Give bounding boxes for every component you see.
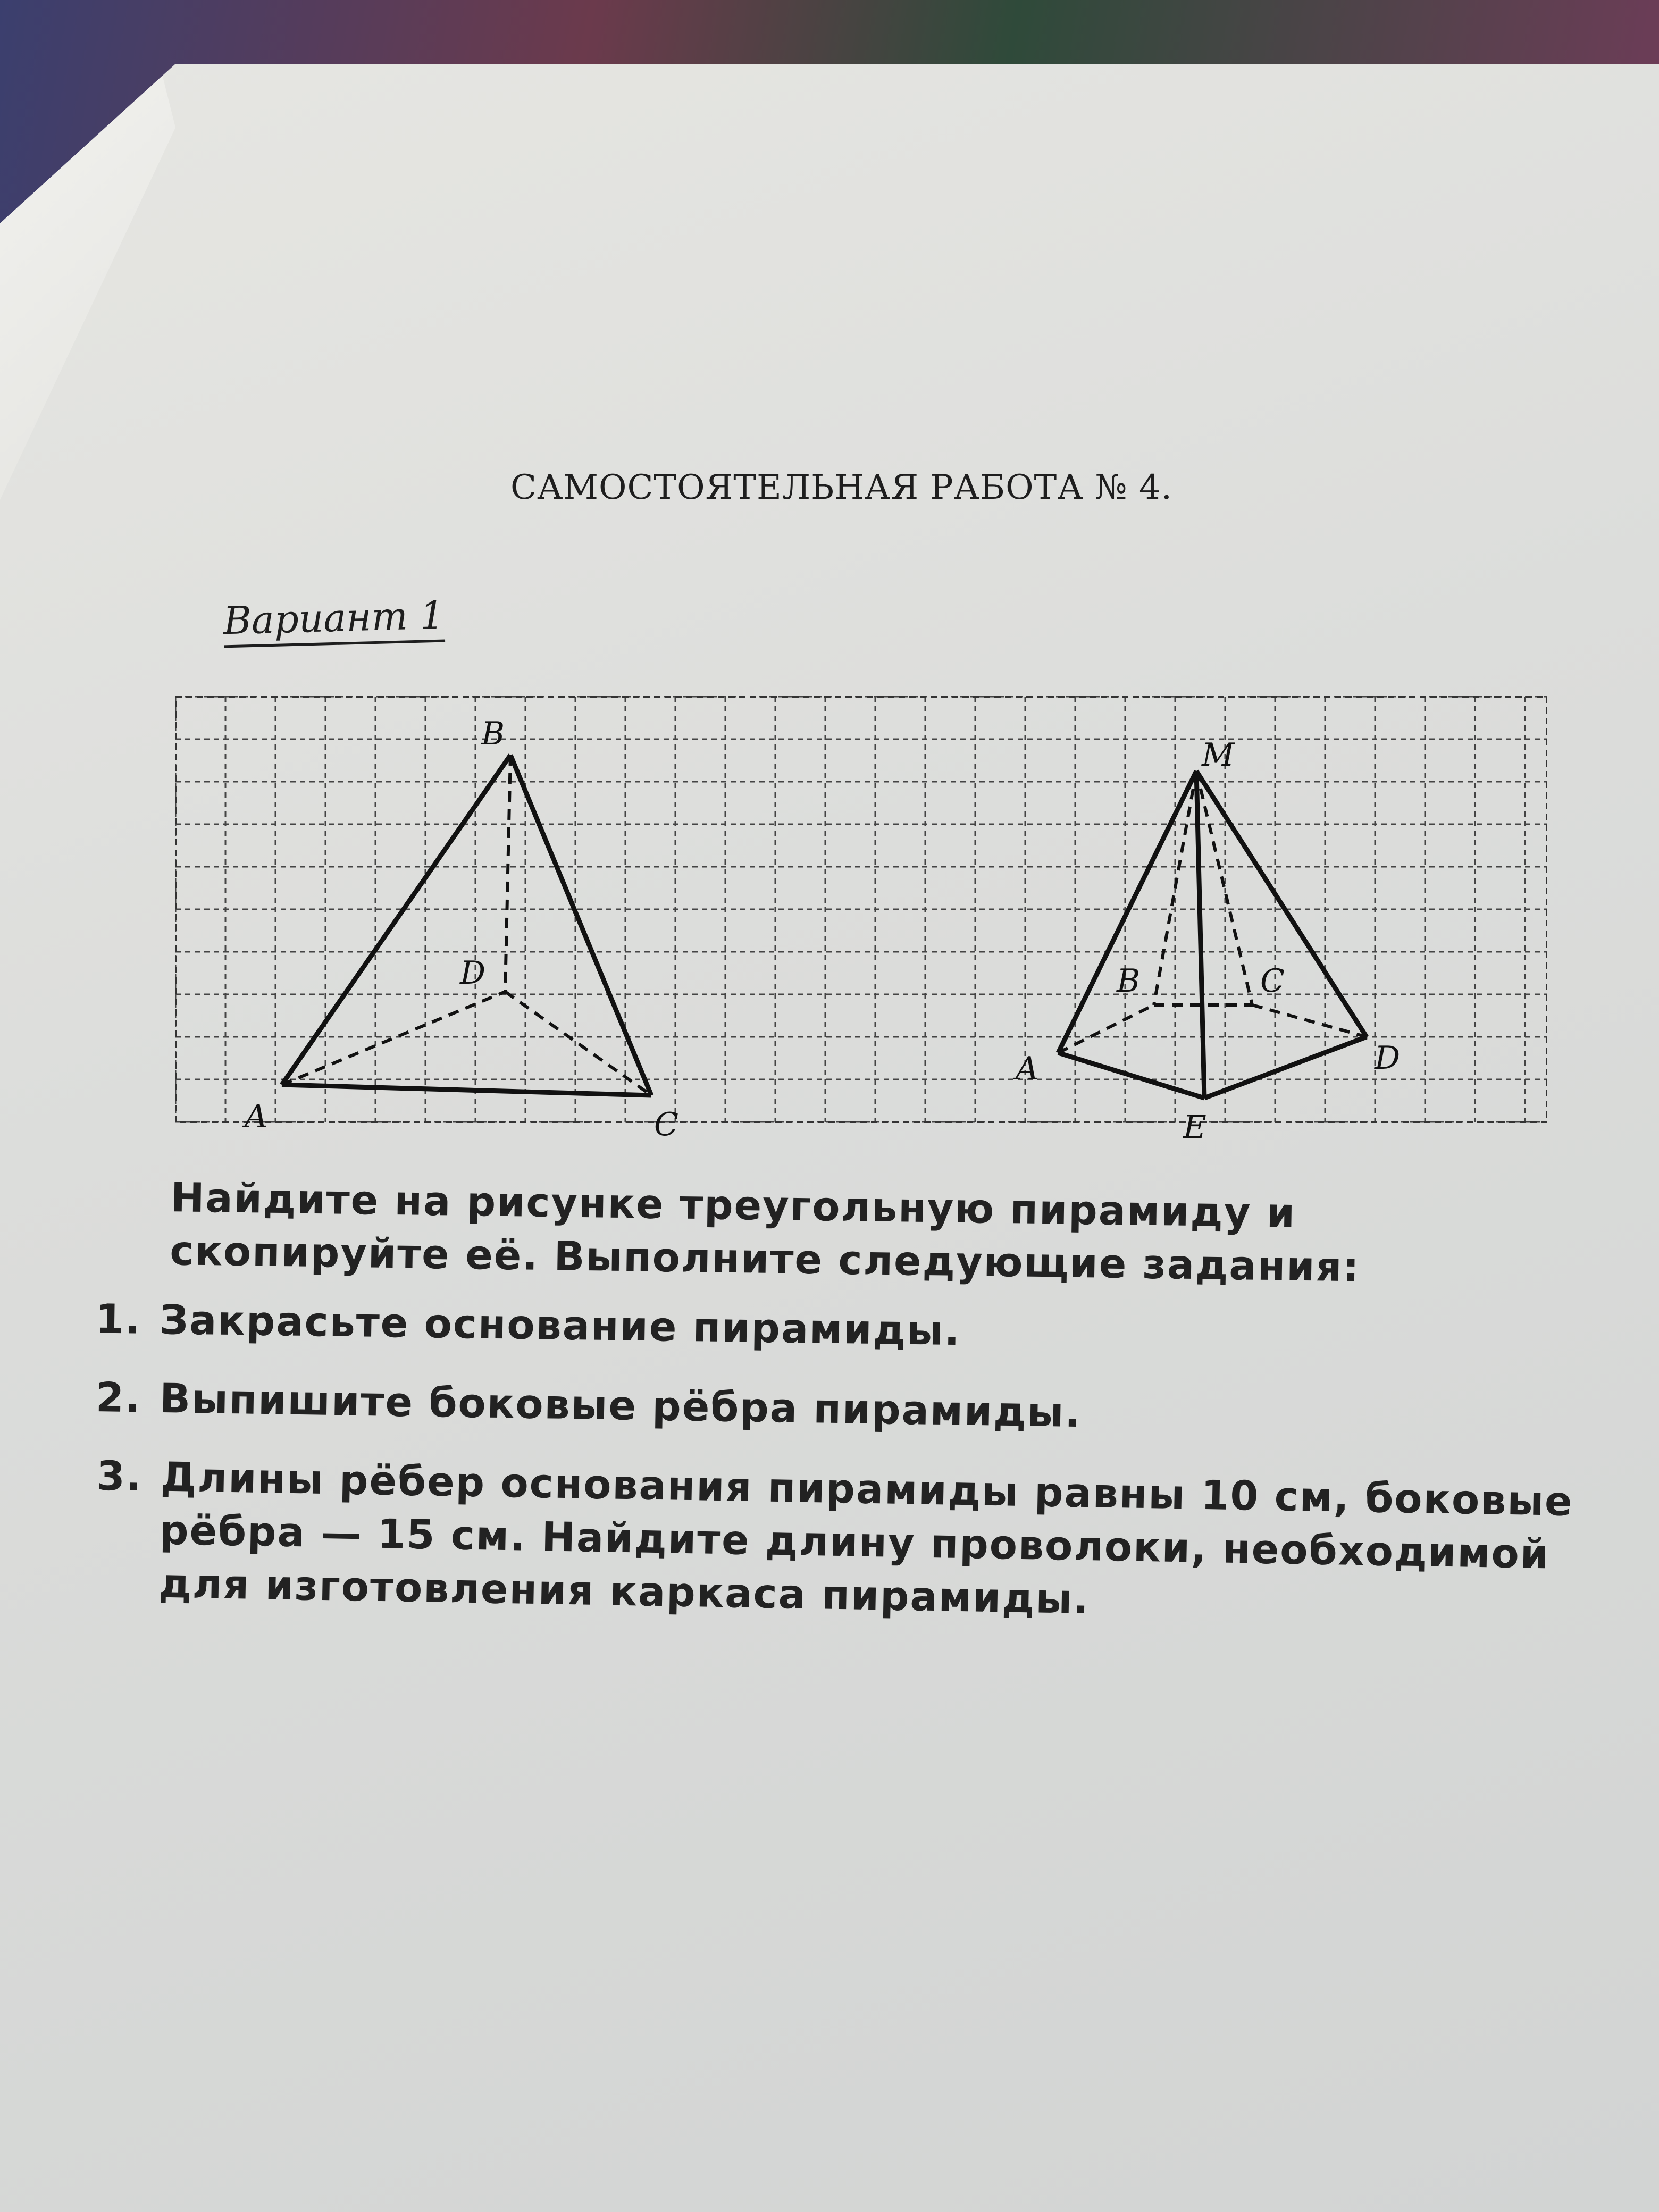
variant-heading: Вариант 1 [223,593,445,648]
task-number: 1. [95,1295,142,1343]
label-quad-M: M [1202,736,1235,774]
label-quad-D: D [1375,1040,1401,1077]
task-text: Выпишите боковые рёбра пирамиды. [159,1374,1082,1437]
edge-AC [282,1085,651,1095]
task-text: Закрасьте основание пирамиды. [159,1296,961,1355]
task-number: 3. [96,1452,143,1501]
task-number: 2. [95,1373,142,1422]
edge-ME [1196,771,1204,1098]
label-tri-B: B [481,715,505,752]
quadrilateral-pyramid [1058,771,1367,1098]
edge-BD-hidden [505,755,510,992]
edge-ED [1204,1037,1367,1098]
dashed-grid [175,697,1547,1122]
label-quad-E: E [1183,1109,1206,1146]
triangular-pyramid [282,755,651,1095]
grid-figure-svg [175,686,1547,1149]
label-quad-C: C [1260,962,1285,1000]
edge-AE [1058,1053,1204,1098]
task-text: Длины рёбер основания пирамиды равны 10 см, боковые рёбра — 15 см. Найдите длину проволоки, необходимой для изготовления каркаса пирамиды. [158,1453,1574,1623]
label-tri-A: A [245,1098,268,1135]
label-quad-B: B [1117,962,1141,1000]
page-title: САМОСТОЯТЕЛЬНАЯ РАБОТА № 4. [510,468,1172,507]
task-item-3 [95,1449,1586,1635]
task-intro: Найдите на рисунке треугольную пирамиду и скопируйте её. Выполните следующие задания: [169,1174,1361,1291]
geometry-figure [175,686,1547,1149]
label-tri-C: C [654,1106,678,1143]
label-quad-A: A [1016,1050,1039,1087]
label-tri-D: D [460,954,486,992]
